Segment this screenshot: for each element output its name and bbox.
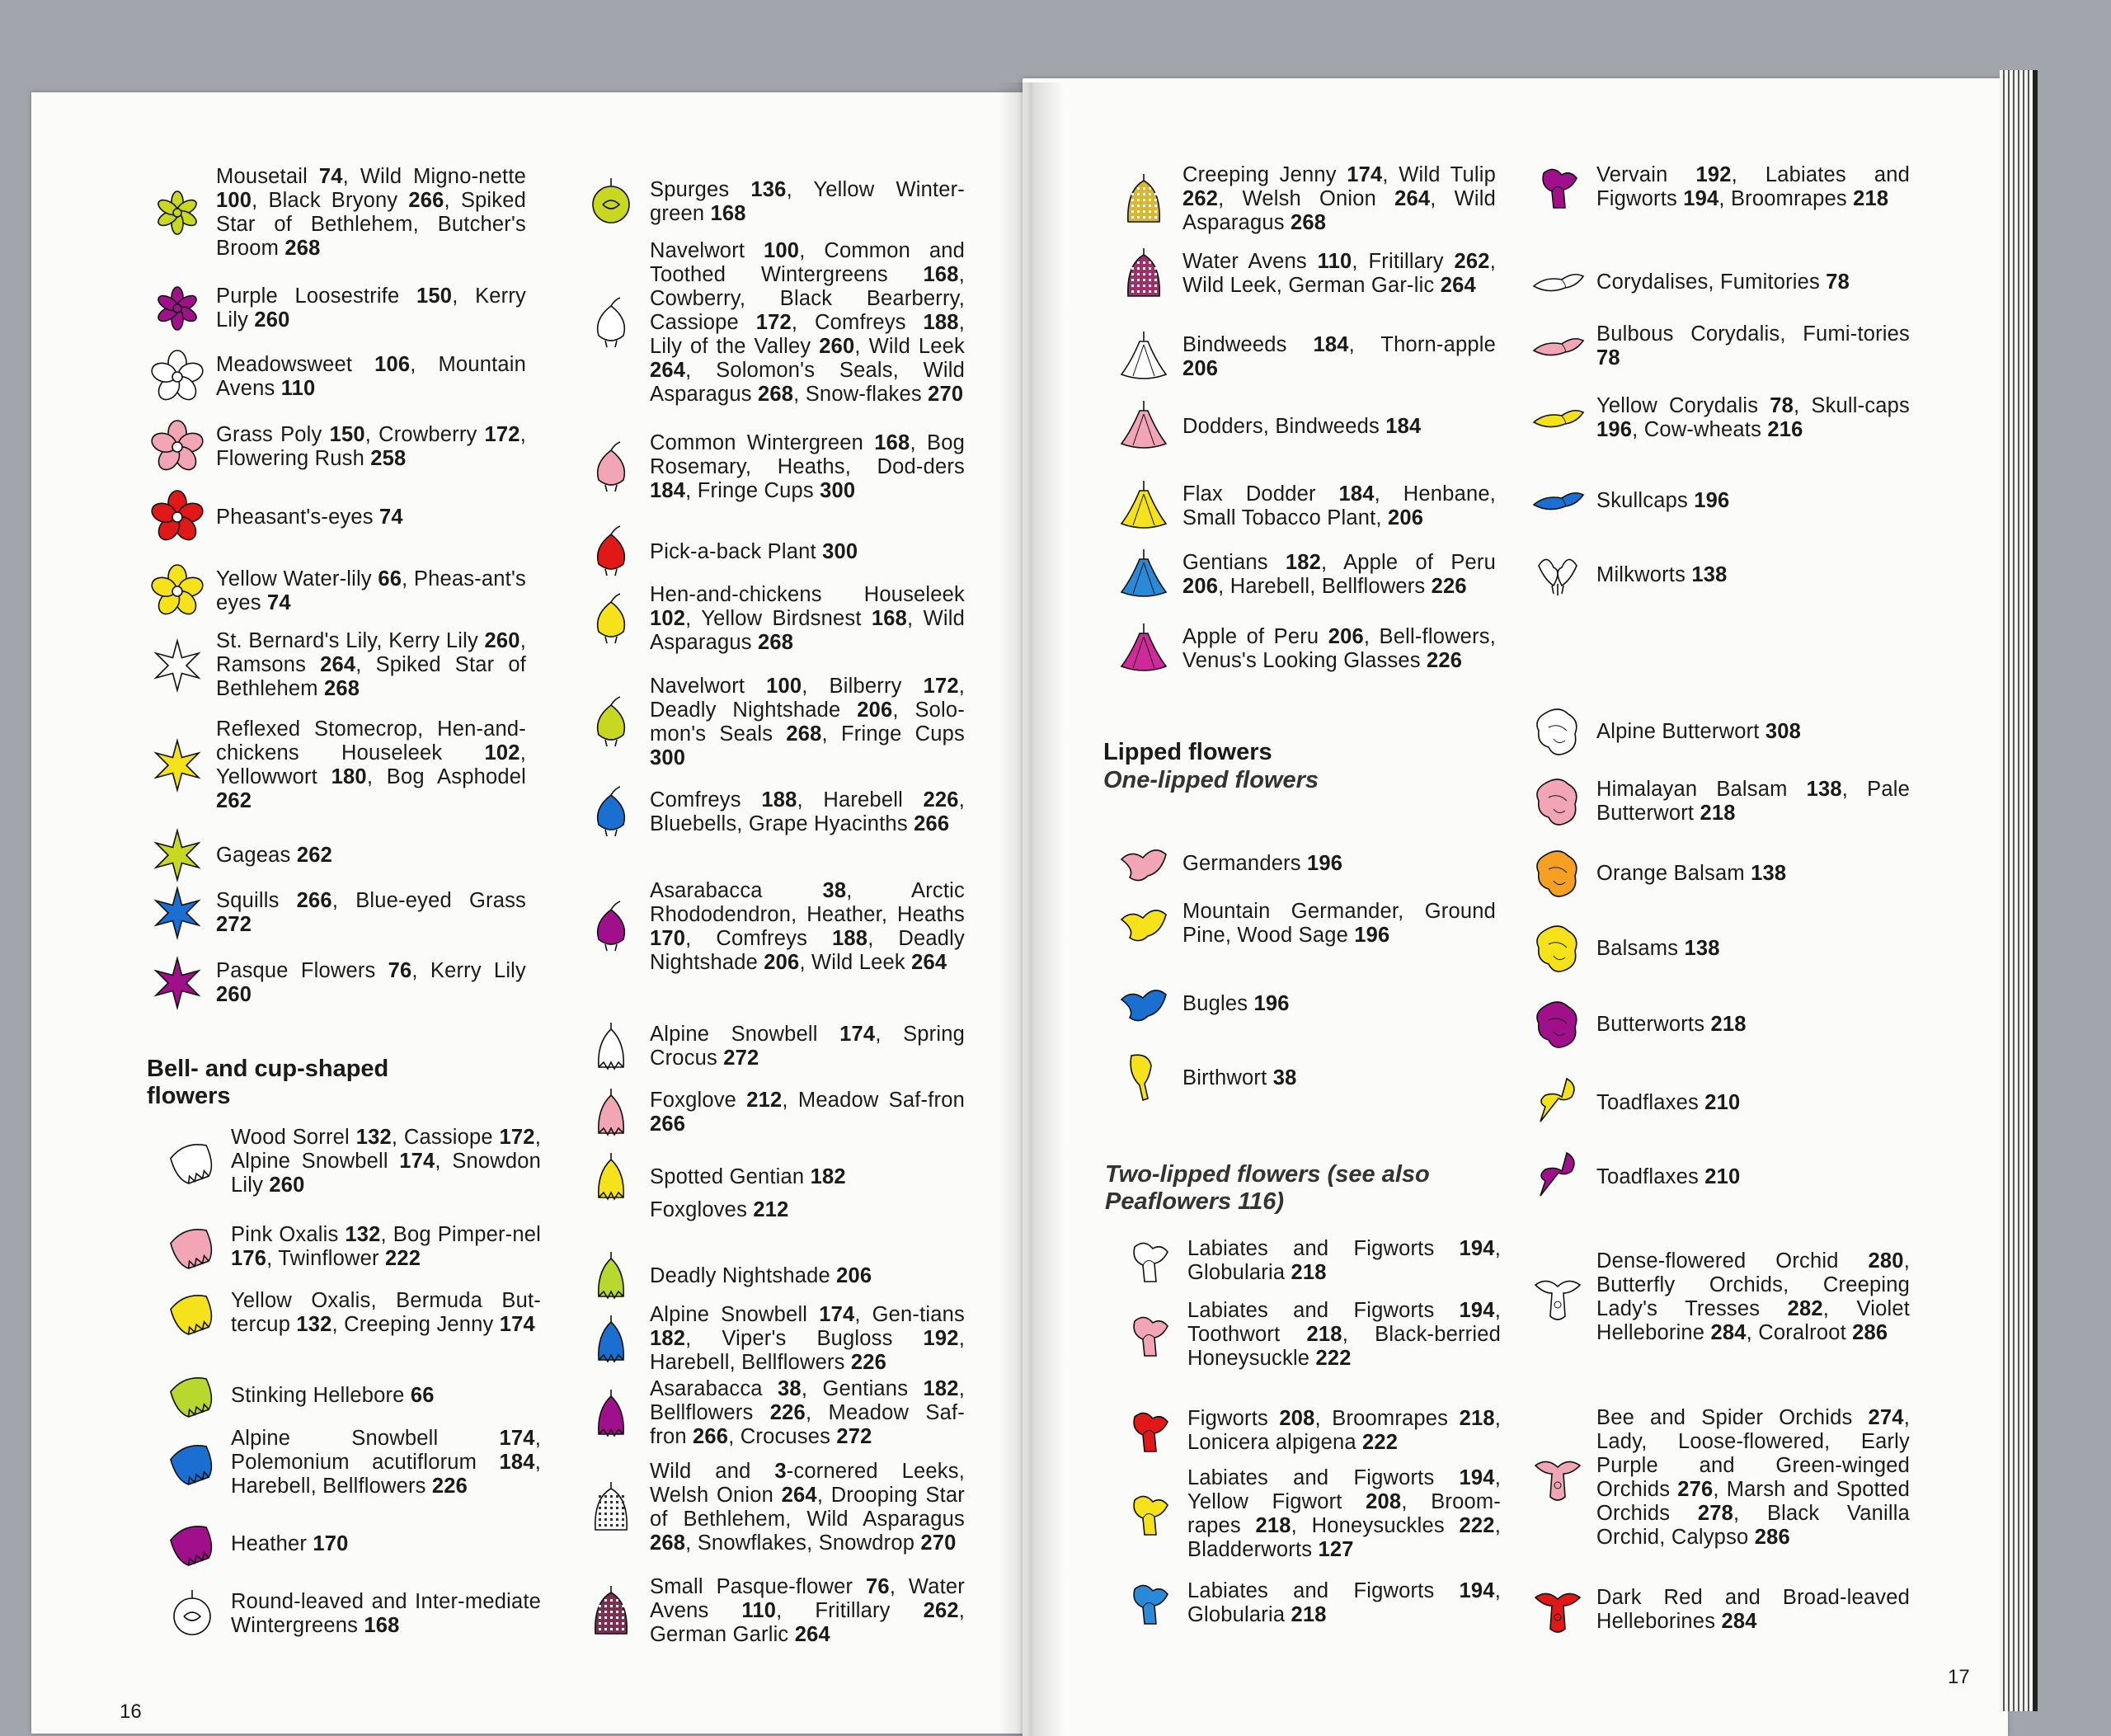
index-entry bbox=[581, 431, 970, 503]
entry-text: Apple of Peru 206, Bell-flowers, Venus's Looking Glasses 226 bbox=[1182, 625, 1496, 672]
right-page-number: 17 bbox=[1948, 1666, 1970, 1688]
entry-text: Dense-flowered Orchid 280, Butterfly Orchids, Creeping Lady's Tresses 282, Violet Helleborine 284, Coralroot 286 bbox=[1596, 1249, 1910, 1344]
entry-text: Mountain Germander, Ground Pine, Wood Sage 196 bbox=[1182, 900, 1496, 947]
index-entry bbox=[1527, 701, 1915, 762]
icon-placeholder bbox=[581, 1179, 642, 1240]
index-entry bbox=[581, 1377, 970, 1449]
entry-text: Toadflaxes 210 bbox=[1596, 1090, 1741, 1114]
entry-text: Asarabacca 38, Gentians 182, Bellflowers 226, Meadow Saf-fron 266, Crocuses 272 bbox=[650, 1377, 965, 1448]
index-entry bbox=[147, 629, 531, 701]
index-entry bbox=[1527, 843, 1915, 904]
entry-text: Mousetail 74, Wild Migno-nette 100, Black Bryony 266, Spiked Star of Bethlehem, Butcher's Broom 268 bbox=[216, 165, 526, 260]
entry-text: Small Pasque-flower 76, Water Avens 110, Fritillary 262, German Garlic 264 bbox=[650, 1575, 966, 1646]
index-entry bbox=[1118, 1299, 1506, 1371]
entry-text: Gentians 182, Apple of Peru 206, Harebell, Bellflowers 226 bbox=[1182, 551, 1496, 598]
entry-text: Heather 170 bbox=[231, 1531, 349, 1555]
index-entry bbox=[1118, 1230, 1506, 1291]
entry-text: Milkworts 138 bbox=[1596, 562, 1728, 586]
index-entry bbox=[1113, 327, 1501, 388]
tulip-bell-icon bbox=[581, 1016, 642, 1077]
entry-text: Balsams 138 bbox=[1596, 936, 1720, 960]
star-flower-icon bbox=[147, 882, 208, 943]
index-entry bbox=[581, 1303, 970, 1375]
entry-text: Purple Loosestrife 150, Kerry Lily 260 bbox=[216, 285, 526, 332]
index-entry bbox=[147, 953, 531, 1014]
index-entry bbox=[581, 782, 970, 843]
spur-flower-icon bbox=[1527, 470, 1588, 531]
lipped-flower-icon bbox=[1113, 833, 1174, 894]
entry-text: Butterworts 218 bbox=[1596, 1012, 1747, 1036]
index-entry bbox=[1113, 973, 1501, 1034]
index-entry bbox=[147, 346, 531, 407]
entry-text: Spotted Gentian 182 bbox=[650, 1164, 846, 1188]
index-entry bbox=[581, 583, 970, 655]
one-lipped-heading: One-lipped flowers bbox=[1103, 767, 1319, 793]
drop-flower-icon bbox=[581, 589, 642, 650]
entry-text: Grass Poly 150, Crowberry 172, Flowering Rush 258 bbox=[216, 423, 526, 470]
drop-flower-icon bbox=[581, 692, 642, 753]
entry-text: Yellow Oxalis, Bermuda But-tercup 132, Creeping Jenny 174 bbox=[231, 1289, 541, 1336]
bell-flower-icon bbox=[162, 1513, 223, 1574]
entry-text: Bindweeds 184, Thorn-apple 206 bbox=[1182, 333, 1496, 380]
entry-text: Foxglove 212, Meadow Saf-fron 266 bbox=[650, 1089, 965, 1136]
entry-text: Corydalises, Fumitories 78 bbox=[1596, 270, 1850, 294]
round-flower-icon bbox=[581, 172, 642, 233]
balsam-flower-icon bbox=[1527, 843, 1588, 904]
spur-flower-icon bbox=[1527, 316, 1588, 377]
entry-text: Squills 266, Blue-eyed Grass 272 bbox=[216, 889, 526, 936]
spur-flower-icon bbox=[1527, 252, 1588, 313]
entry-text: Yellow Corydalis 78, Skull-caps 196, Cow-wheats 216 bbox=[1596, 394, 1910, 441]
entry-text: Orange Balsam 138 bbox=[1596, 861, 1787, 885]
entry-text: Spurges 136, Yellow Winter-green 168 bbox=[650, 178, 966, 225]
index-entry bbox=[147, 416, 531, 478]
labiate-flower-icon bbox=[1527, 157, 1588, 218]
index-entry bbox=[581, 1016, 970, 1077]
index-entry bbox=[1118, 1400, 1506, 1461]
index-entry bbox=[581, 879, 970, 975]
drop-flower-icon bbox=[581, 293, 642, 354]
index-entry bbox=[1113, 476, 1501, 537]
tulip-bell-icon bbox=[581, 1245, 642, 1306]
two-lipped-heading: Two-lipped flowers (see also Peaflowers 116) bbox=[1105, 1161, 1430, 1215]
round-flower-icon bbox=[162, 1583, 223, 1644]
entry-text: Navelwort 100, Bilberry 172, Deadly Nightshade 206, Solo-mon's Seals 268, Fringe Cups 300 bbox=[650, 675, 966, 769]
index-entry bbox=[162, 1126, 546, 1197]
labiate-flower-icon bbox=[1118, 1400, 1179, 1461]
entry-text: Foxgloves 212 bbox=[650, 1197, 789, 1221]
funnel-flower-icon bbox=[1113, 544, 1174, 605]
index-entry bbox=[1113, 243, 1501, 304]
index-entry bbox=[1118, 1466, 1506, 1562]
entry-text: Alpine Butterwort 308 bbox=[1596, 719, 1802, 743]
index-entry bbox=[581, 1245, 970, 1306]
index-entry bbox=[1527, 1072, 1915, 1133]
checkered-bell-icon bbox=[1113, 169, 1174, 230]
index-entry bbox=[162, 1365, 546, 1426]
entry-text: Toadflaxes 210 bbox=[1596, 1164, 1741, 1188]
entry-text: Skullcaps 196 bbox=[1596, 488, 1730, 512]
pipe-flower-icon bbox=[1113, 1047, 1174, 1108]
index-entry bbox=[1527, 994, 1915, 1055]
entry-text: Birthwort 38 bbox=[1182, 1066, 1297, 1089]
five-petal-flower-icon bbox=[147, 416, 208, 478]
index-entry bbox=[162, 1216, 546, 1277]
entry-text: Hen-and-chickens Houseleek 102, Yellow Birdsnest 168, Wild Asparagus 268 bbox=[650, 583, 965, 654]
five-petal-flower-icon bbox=[147, 561, 208, 622]
entry-text: Germanders 196 bbox=[1182, 851, 1343, 875]
entry-text: Gageas 262 bbox=[216, 843, 332, 867]
entry-text: Round-leaved and Inter-mediate Wintergreens 168 bbox=[231, 1590, 541, 1637]
entry-text: Alpine Snowbell 174, Gen-tians 182, Viper's Bugloss 192, Harebell, Bellflowers 226 bbox=[650, 1303, 965, 1374]
index-entry bbox=[1527, 157, 1915, 218]
star-flower-icon bbox=[147, 953, 208, 1014]
index-entry bbox=[581, 239, 970, 407]
entry-text: Labiates and Figworts 194, Yellow Figwort 208, Broom-rapes 218, Honeysuckles 222, Bladderworts 127 bbox=[1187, 1466, 1502, 1561]
entry-text: Stinking Hellebore 66 bbox=[231, 1383, 435, 1407]
entry-text: Wild and 3-cornered Leeks, Welsh Onion 264, Drooping Star of Bethlehem, Wild Asparagus 268, Snowflakes, Snowdrop 270 bbox=[650, 1460, 965, 1555]
entry-text: Labiates and Figworts 194, Globularia 218 bbox=[1187, 1237, 1501, 1284]
drop-flower-icon bbox=[581, 521, 642, 582]
entry-text: Common Wintergreen 168, Bog Rosemary, Heaths, Dod-ders 184, Fringe Cups 300 bbox=[650, 431, 965, 502]
index-entry bbox=[581, 1460, 970, 1555]
tulip-bell-icon bbox=[581, 1383, 642, 1444]
bell-flower-icon bbox=[162, 1365, 223, 1426]
entry-text: Meadowsweet 106, Mountain Avens 110 bbox=[216, 353, 526, 400]
drop-flower-icon bbox=[581, 782, 642, 843]
page-edges bbox=[2000, 70, 2038, 1711]
labiate-flower-icon bbox=[1118, 1573, 1179, 1634]
index-entry bbox=[581, 1575, 970, 1647]
index-entry bbox=[1113, 163, 1501, 235]
entry-text: Asarabacca 38, Arctic Rhododendron, Heather, Heaths 170, Comfreys 188, Deadly Nightshade 206, Wild Leek 264 bbox=[650, 879, 965, 974]
entry-text: Vervain 192, Labiates and Figworts 194, Broomrapes 218 bbox=[1596, 163, 1910, 210]
tulip-bell-icon bbox=[581, 1082, 642, 1143]
entry-text: Wood Sorrel 132, Cassiope 172, Alpine Snowbell 174, Snowdon Lily 260 bbox=[231, 1126, 541, 1197]
index-entry bbox=[581, 1179, 970, 1240]
lipped-flower-icon bbox=[1113, 973, 1174, 1034]
entry-text: Comfreys 188, Harebell 226, Bluebells, Grape Hyacinths 266 bbox=[650, 788, 965, 835]
index-entry bbox=[147, 487, 531, 548]
orchid-flower-icon bbox=[1527, 1579, 1588, 1640]
index-entry bbox=[1113, 619, 1501, 680]
index-entry bbox=[581, 1082, 970, 1143]
index-entry bbox=[1527, 1579, 1915, 1640]
entry-text: Water Avens 110, Fritillary 262, Wild Leek, German Gar-lic 264 bbox=[1182, 250, 1496, 297]
checkered-bell-icon bbox=[1113, 243, 1174, 304]
index-entry bbox=[1527, 918, 1915, 979]
checkered-bell-icon bbox=[581, 1477, 642, 1538]
index-entry bbox=[1527, 470, 1915, 531]
index-entry bbox=[1527, 1146, 1915, 1207]
orchid-flower-icon bbox=[1527, 1267, 1588, 1328]
milkwort-flower-icon bbox=[1527, 544, 1588, 605]
index-entry bbox=[581, 675, 970, 770]
index-entry bbox=[1527, 1249, 1915, 1345]
star-flower-icon bbox=[147, 825, 208, 886]
toadflax-flower-icon bbox=[1527, 1146, 1588, 1207]
index-entry bbox=[147, 825, 531, 886]
index-entry bbox=[1113, 544, 1501, 605]
drop-flower-icon bbox=[581, 437, 642, 498]
index-entry bbox=[1527, 252, 1915, 313]
orchid-flower-icon bbox=[1527, 1447, 1588, 1508]
index-entry bbox=[1113, 833, 1501, 894]
bell-cup-heading: Bell- and cup-shaped flowers bbox=[147, 1056, 389, 1109]
entry-text: St. Bernard's Lily, Kerry Lily 260, Ramsons 264, Spiked Star of Bethlehem 268 bbox=[216, 629, 527, 700]
index-entry bbox=[162, 1427, 546, 1498]
drop-flower-icon bbox=[581, 896, 642, 957]
lipped-heading: Lipped flowers bbox=[1103, 739, 1272, 765]
star-flower-icon bbox=[147, 635, 208, 696]
entry-text: Yellow Water-lily 66, Pheas-ant's eyes 74 bbox=[216, 567, 526, 614]
entry-text: Navelwort 100, Common and Toothed Wintergreens 168, Cowberry, Black Bearberry, Cassiope 172, Comfreys 188, Lily of the Valley 260, Wild Leek 264, Solomon's Seals, Wild Asparagus 268, Snow-flakes 270 bbox=[650, 239, 965, 406]
toadflax-flower-icon bbox=[1527, 1072, 1588, 1133]
entry-text: Alpine Snowbell 174, Polemonium acutiflorum 184, Harebell, Bellflowers 226 bbox=[231, 1427, 541, 1498]
funnel-flower-icon bbox=[1113, 396, 1174, 457]
spur-flower-icon bbox=[1527, 388, 1588, 449]
six-petal-flower-icon bbox=[147, 182, 208, 243]
balsam-flower-icon bbox=[1527, 918, 1588, 979]
bell-flower-icon bbox=[162, 1131, 223, 1193]
index-entry bbox=[1527, 388, 1915, 449]
balsam-flower-icon bbox=[1527, 701, 1588, 762]
entry-text: Dodders, Bindweeds 184 bbox=[1182, 414, 1422, 438]
tulip-bell-icon bbox=[581, 1309, 642, 1370]
index-entry bbox=[1527, 316, 1915, 377]
funnel-flower-icon bbox=[1113, 619, 1174, 680]
index-entry bbox=[147, 882, 531, 943]
index-entry bbox=[1118, 1573, 1506, 1634]
entry-text: Bugles 196 bbox=[1182, 991, 1290, 1015]
entry-text: Pheasant's-eyes 74 bbox=[216, 505, 403, 529]
entry-text: Alpine Snowbell 174, Spring Crocus 272 bbox=[650, 1023, 965, 1070]
bell-flower-icon bbox=[162, 1216, 223, 1277]
index-entry bbox=[147, 278, 531, 339]
index-entry bbox=[162, 1583, 546, 1644]
index-entry bbox=[1527, 1406, 1915, 1550]
book-gutter bbox=[998, 82, 1064, 1736]
funnel-flower-icon bbox=[1113, 327, 1174, 388]
entry-text: Dark Red and Broad-leaved Helleborines 284 bbox=[1596, 1586, 1910, 1633]
entry-text: Labiates and Figworts 194, Toothwort 218, Black-berried Honeysuckle 222 bbox=[1187, 1299, 1501, 1370]
six-petal-flower-icon bbox=[147, 278, 208, 339]
funnel-flower-icon bbox=[1113, 476, 1174, 537]
index-entry bbox=[1527, 771, 1915, 832]
balsam-flower-icon bbox=[1527, 771, 1588, 832]
index-entry bbox=[1527, 544, 1915, 605]
star-flower-icon bbox=[147, 735, 208, 796]
index-entry bbox=[1113, 893, 1501, 954]
entry-text: Reflexed Stomecrop, Hen-and-chickens Houseleek 102, Yellowwort 180, Bog Asphodel 262 bbox=[216, 717, 526, 812]
index-entry bbox=[162, 1513, 546, 1574]
five-petal-flower-icon bbox=[147, 487, 208, 548]
five-petal-flower-icon bbox=[147, 346, 208, 407]
entry-text: Bulbous Corydalis, Fumi-tories 78 bbox=[1596, 322, 1910, 369]
checkered-bell-icon bbox=[581, 1581, 642, 1642]
index-entry bbox=[147, 717, 531, 813]
index-entry bbox=[1113, 1047, 1501, 1108]
entry-text: Labiates and Figworts 194, Globularia 218 bbox=[1187, 1579, 1501, 1626]
entry-text: Himalayan Balsam 138, Pale Butterwort 218 bbox=[1596, 778, 1910, 825]
entry-text: Figworts 208, Broomrapes 218, Lonicera alpigena 222 bbox=[1187, 1407, 1502, 1454]
index-entry bbox=[1113, 396, 1501, 457]
entry-text: Pink Oxalis 132, Bog Pimper-nel 176, Twinflower 222 bbox=[231, 1223, 541, 1270]
left-page-number: 16 bbox=[120, 1701, 142, 1723]
labiate-flower-icon bbox=[1118, 1230, 1179, 1291]
index-entry bbox=[581, 521, 970, 582]
entry-text: Creeping Jenny 174, Wild Tulip 262, Welsh Onion 264, Wild Asparagus 268 bbox=[1182, 163, 1497, 234]
entry-text: Flax Dodder 184, Henbane, Small Tobacco Plant, 206 bbox=[1182, 482, 1496, 529]
bell-flower-icon bbox=[162, 1433, 223, 1494]
entry-text: Bee and Spider Orchids 274, Lady, Loose-flowered, Early Purple and Green-winged Orchids 276, Marsh and Spotted Orchids 278, Black Vanilla Orchid, Calypso 286 bbox=[1596, 1406, 1911, 1549]
labiate-flower-icon bbox=[1118, 1305, 1179, 1366]
index-entry bbox=[162, 1282, 546, 1343]
index-entry bbox=[581, 172, 970, 233]
entry-text: Pasque Flowers 76, Kerry Lily 260 bbox=[216, 959, 526, 1006]
balsam-flower-icon bbox=[1527, 994, 1588, 1055]
entry-text: Deadly Nightshade 206 bbox=[650, 1263, 872, 1287]
entry-text: Pick-a-back Plant 300 bbox=[650, 539, 858, 563]
lipped-flower-icon bbox=[1113, 893, 1174, 954]
labiate-flower-icon bbox=[1118, 1484, 1179, 1545]
index-entry bbox=[147, 561, 531, 622]
index-entry bbox=[147, 165, 531, 261]
bell-flower-icon bbox=[162, 1282, 223, 1343]
